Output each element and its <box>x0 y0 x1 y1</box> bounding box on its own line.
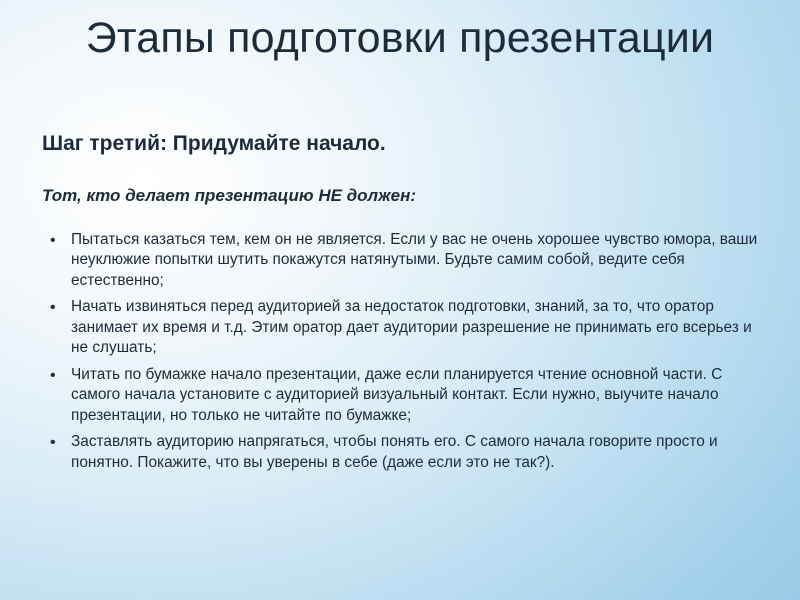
list-item <box>42 432 758 473</box>
list-item-text: Заставлять аудиторию напрягаться, чтобы понять его. С самого начала говорите просто и понятно. Покажите, что вы уверены в себе (даже если это не так?). <box>71 433 718 471</box>
list-item <box>42 230 758 291</box>
list-item-text: Начать извиняться перед аудиторией за недостаток подготовки, знаний, за то, что оратор занимает их время и т.д. Этим оратор дает аудитории разрешение не принимать его всерьез и не слушать; <box>71 298 752 357</box>
sub-heading: Тот, кто делает презентацию НЕ должен: <box>42 186 417 205</box>
bullet-icon: • <box>50 299 56 317</box>
step-heading: Шаг третий: Придумайте начало. <box>42 132 386 155</box>
bullet-list <box>42 230 758 473</box>
slide-title: Этапы подготовки презентации <box>85 14 715 62</box>
bullet-icon: • <box>50 434 56 452</box>
list-item-text: Читать по бумажке начало презентации, даже если планируется чтение основной части. С самого начала установите с аудиторией визуальный контакт. Если нужно, выучите начало презентации, но только не читайте по бумажке; <box>71 365 723 424</box>
bullet-icon: • <box>50 232 56 249</box>
list-item-text: Пытаться казаться тем, кем он не является. Если у вас не очень хорошее чувство юмора, ваши неуклюжие попытки шутить покажутся натянутыми. Будьте самим собой, ведите себя естественно; <box>71 231 758 289</box>
list-item <box>42 365 758 426</box>
list-item <box>42 297 758 358</box>
slide-body <box>42 132 758 479</box>
bullet-icon: • <box>50 366 56 384</box>
